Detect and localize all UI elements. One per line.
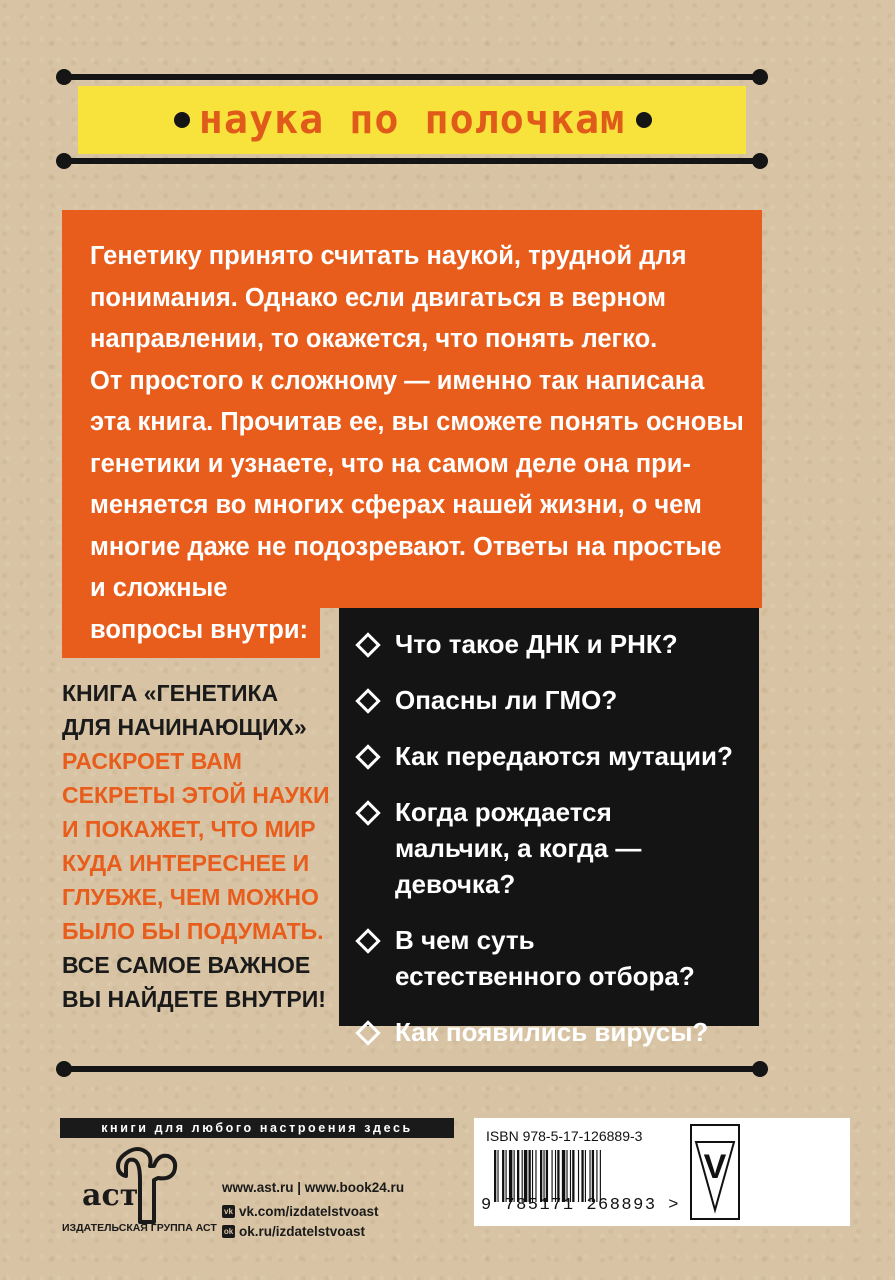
question-item <box>355 738 755 774</box>
barcode-bar <box>578 1150 579 1202</box>
barcode-bar <box>543 1150 544 1202</box>
description-tail <box>90 568 330 651</box>
barcode-bar <box>566 1150 567 1202</box>
isbn-number: ISBN 978-5-17-126889-3 <box>486 1128 643 1144</box>
question-text: Что такое ДНК и РНК? <box>395 629 678 659</box>
barcode-bar <box>532 1150 533 1202</box>
diamond-bullet-icon <box>355 800 380 825</box>
vk-link-text: vk.com/izdatelstvoast <box>239 1204 379 1219</box>
barcode-bar <box>497 1150 498 1202</box>
barcode-bar <box>502 1150 504 1202</box>
barcode-bar <box>572 1150 574 1202</box>
barcode-bar <box>585 1150 586 1202</box>
imprint-v-letter: V <box>703 1148 727 1186</box>
ok-link[interactable] <box>222 1224 365 1239</box>
barcode-bar <box>546 1150 548 1202</box>
question-item <box>355 794 755 902</box>
barcode-bar <box>592 1150 594 1202</box>
description-line: меняется во многих сферах нашей жизни, о чем <box>90 491 702 519</box>
blurb-closing: ВСЕ САМОЕ ВАЖНОЕ ВЫ НАЙДЕТЕ ВНУТРИ! <box>62 952 326 1012</box>
barcode-bar <box>540 1150 542 1202</box>
top-shelf-dot-left-upper <box>56 69 72 85</box>
question-item <box>355 626 755 662</box>
description-line: Генетику принято считать наукой, трудной для <box>90 242 687 270</box>
websites[interactable]: www.ast.ru | www.book24.ru <box>222 1180 405 1195</box>
barcode-bar <box>529 1150 531 1202</box>
bottom-shelf-dot-right <box>752 1061 768 1077</box>
barcode-bar <box>589 1150 590 1202</box>
barcode-bar <box>509 1150 512 1202</box>
description-line: направлении, то окажется, что понять легко. <box>90 325 658 353</box>
description-text <box>90 236 770 568</box>
top-shelf-dot-right-upper <box>752 69 768 85</box>
question-item <box>355 682 755 718</box>
diamond-bullet-icon <box>355 1020 380 1045</box>
barcode-bar <box>506 1150 507 1202</box>
barcode-bar <box>562 1150 565 1202</box>
description-line: понимания. Однако если двигаться в верном <box>90 283 666 312</box>
description-line: От простого к сложному — именно так написана <box>90 366 705 395</box>
description-line: многие даже не подозревают. Ответы на простые <box>90 532 722 561</box>
description-line: и сложные <box>90 574 228 602</box>
description-line: эта книга. Прочитав ее, вы сможете понять основы <box>90 408 744 436</box>
vk-icon: vk <box>222 1205 235 1218</box>
barcode-bar <box>596 1150 597 1202</box>
questions-list <box>355 626 755 1070</box>
question-text: Когда рождается мальчик, а когда — девочка? <box>395 797 642 899</box>
barcode-bar <box>517 1150 519 1202</box>
top-shelf-line-upper <box>62 74 762 80</box>
diamond-bullet-icon <box>355 744 380 769</box>
question-text: Как появились вирусы? <box>395 1017 709 1047</box>
barcode-bar <box>552 1150 553 1202</box>
vk-link[interactable] <box>222 1204 379 1219</box>
diamond-bullet-icon <box>355 632 380 657</box>
barcode-bar <box>555 1150 556 1202</box>
top-shelf-dot-right-lower <box>752 153 768 169</box>
description-line: генетики и узнаете, что на самом деле она при- <box>90 449 691 478</box>
series-title: наука по полочкам <box>198 97 626 143</box>
ok-icon: ok <box>223 1227 234 1236</box>
ok-link-text: ok.ru/izdatelstvoast <box>239 1224 366 1239</box>
logo-lettering: аст <box>82 1178 139 1213</box>
diamond-bullet-icon <box>355 928 380 953</box>
barcode-bar <box>581 1150 583 1202</box>
book-blurb <box>62 676 332 1016</box>
barcode-bar <box>494 1150 496 1202</box>
blurb-book-title: КНИГА «ГЕНЕТИКА ДЛЯ НАЧИНАЮЩИХ» <box>62 680 307 740</box>
question-item <box>355 1014 755 1050</box>
top-shelf-line-lower <box>62 158 762 164</box>
blurb-promise: РАСКРОЕТ ВАМ СЕКРЕТЫ ЭТОЙ НАУКИ И ПОКАЖЕТ, ЧТО МИР КУДА ИНТЕРЕСНЕЕ И ГЛУБЖЕ, ЧЕМ МОЖНО БЫЛО БЫ ПОДУМАТЬ. <box>62 748 330 944</box>
barcode-bar <box>570 1150 571 1202</box>
top-shelf-dot-left-lower <box>56 153 72 169</box>
question-text: В чем суть естественного отбора? <box>395 925 695 991</box>
barcode-bar <box>535 1150 536 1202</box>
ean-number: 9 785171 268893 > <box>481 1196 680 1215</box>
bottom-shelf-dot-left <box>56 1061 72 1077</box>
series-dot-right <box>636 112 652 128</box>
description-line: вопросы внутри: <box>90 615 308 644</box>
publisher-label-text: ИЗДАТЕЛЬСКАЯ ГРУППА АСТ <box>62 1222 217 1234</box>
tagline-bar <box>60 1118 454 1138</box>
diamond-bullet-icon <box>355 688 380 713</box>
question-item <box>355 922 755 994</box>
barcode-bar <box>522 1150 523 1202</box>
barcode-bar <box>600 1150 601 1202</box>
barcode-bar <box>557 1150 559 1202</box>
barcode-bar <box>514 1150 515 1202</box>
series-dot-left <box>174 112 190 128</box>
imprint-v-logo <box>690 1124 740 1220</box>
barcode-bar <box>524 1150 527 1202</box>
bottom-shelf-line <box>62 1066 762 1072</box>
question-text: Как передаются мутации? <box>395 741 733 771</box>
barcode-icon <box>494 1150 679 1202</box>
tagline-text: книги для любого настроения здесь <box>101 1121 413 1135</box>
question-text: Опасны ли ГМО? <box>395 685 618 715</box>
